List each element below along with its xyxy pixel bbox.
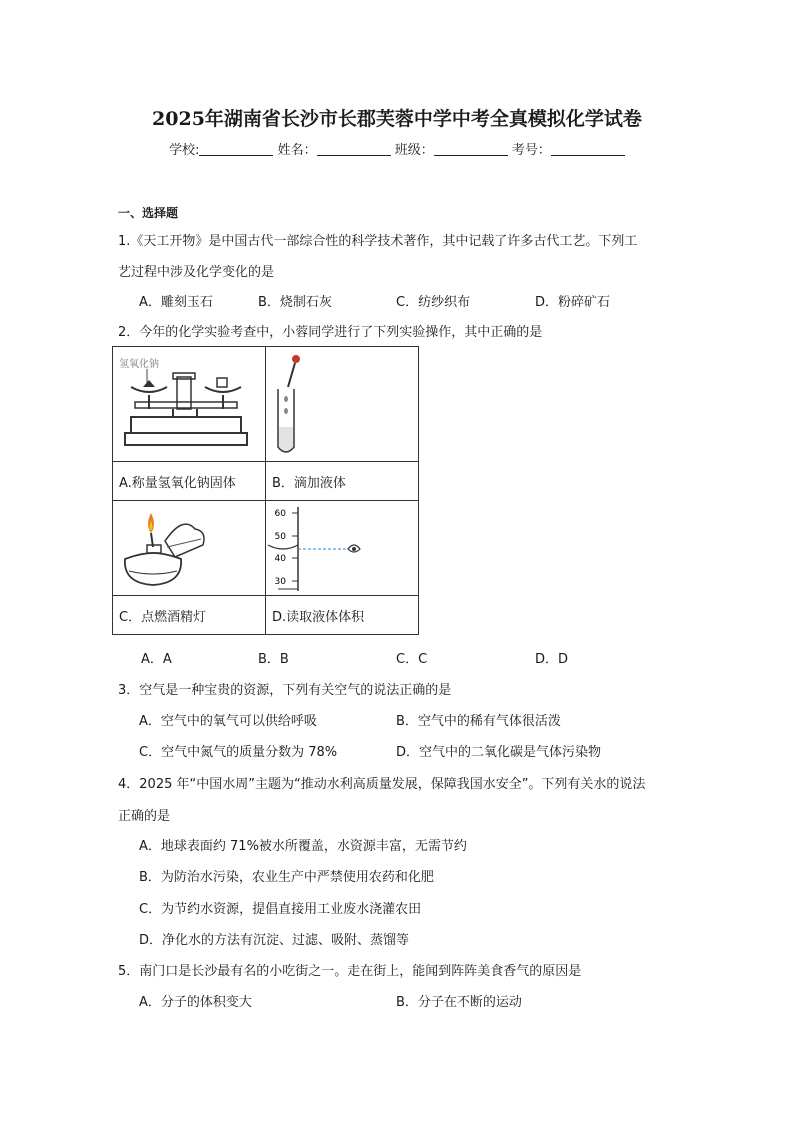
q4-option-a[interactable]: A．地球表面约 71%被水所覆盖，水资源丰富，无需节约 <box>139 839 467 854</box>
q4-option-b[interactable]: B．为防治水污染，农业生产中严禁使用农药和化肥 <box>139 870 434 885</box>
name-blank[interactable] <box>317 142 391 156</box>
q1-option-a[interactable]: A．雕刻玉石 <box>139 295 213 310</box>
cell-c-caption: C．点燃酒精灯 <box>113 596 266 635</box>
alcohol-lamp-figure <box>113 501 266 596</box>
naoh-label: 氢氧化钠 <box>119 359 159 370</box>
class-label: 班级： <box>394 143 434 158</box>
q2-option-d[interactable]: D．D <box>535 652 569 667</box>
cell-a-caption: A.称量氢氧化钠固体 <box>113 462 266 501</box>
student-info-line <box>0 139 794 158</box>
q4-option-d[interactable]: D．净化水的方法有沉淀、过滤、吸附、蒸馏等 <box>139 933 410 948</box>
q3-option-b[interactable]: B．空气中的稀有气体很活泼 <box>396 714 561 729</box>
q1-stem-line1: 1.《天工开物》是中国古代一部综合性的科学技术著作，其中记载了许多古代工艺。下列工 <box>118 234 638 249</box>
eye-icon <box>348 545 360 552</box>
section-heading: 一、选择题 <box>118 206 179 220</box>
dropper-icon <box>284 355 300 414</box>
class-blank[interactable] <box>434 142 508 156</box>
q2-stem: 2．今年的化学实验考查中，小蓉同学进行了下列实验操作，其中正确的是 <box>118 325 543 340</box>
cylinder-figure <box>266 501 419 596</box>
q5-option-a[interactable]: A．分子的体积变大 <box>139 995 252 1010</box>
page-title: 2025年湖南省长沙市长郡芙蓉中学中考全真模拟化学试卷 <box>152 108 642 130</box>
number-label: 考号： <box>511 143 551 158</box>
balance-icon <box>125 373 247 445</box>
tick-60: 60 <box>274 509 286 519</box>
q3-option-d[interactable]: D．空气中的二氧化碳是气体污染物 <box>396 745 602 760</box>
q4-stem-line2: 正确的是 <box>118 809 171 824</box>
tick-40: 40 <box>274 554 286 564</box>
q2-option-c[interactable]: C．C <box>396 652 428 667</box>
q3-stem: 3．空气是一种宝贵的资源，下列有关空气的说法正确的是 <box>118 683 452 698</box>
name-label: 姓名： <box>277 143 317 158</box>
school-blank[interactable] <box>199 142 273 156</box>
school-label: 学校: <box>169 143 200 158</box>
q3-option-c[interactable]: C．空气中氮气的质量分数为 78% <box>139 745 338 760</box>
alcohol-lamp-icon <box>125 513 204 585</box>
q2-option-a[interactable]: A．A <box>141 652 172 667</box>
tick-50: 50 <box>274 532 286 542</box>
q1-option-c[interactable]: C．纺纱织布 <box>396 295 471 310</box>
cell-b-caption: B．滴加液体 <box>266 462 419 501</box>
q4-stem-line1: 4．2025 年“中国水周”主题为“推动水利高质量发展，保障我国水安全”。下列有关水的说法 <box>118 777 646 792</box>
q1-stem-line2: 艺过程中涉及化学变化的是 <box>118 265 275 280</box>
number-blank[interactable] <box>551 142 625 156</box>
cell-d-caption: D.读取液体体积 <box>266 596 419 635</box>
tick-30: 30 <box>274 577 286 587</box>
q2-figure-table <box>112 346 419 635</box>
q3-option-a[interactable]: A．空气中的氧气可以供给呼吸 <box>139 714 317 729</box>
graduated-cylinder-icon <box>268 507 346 591</box>
balance-figure <box>113 347 266 462</box>
q1-option-d[interactable]: D．粉碎矿石 <box>535 295 611 310</box>
q4-option-c[interactable]: C．为节约水资源，提倡直接用工业废水浇灌农田 <box>139 902 422 917</box>
q1-option-b[interactable]: B．烧制石灰 <box>258 295 332 310</box>
q2-option-b[interactable]: B．B <box>258 652 289 667</box>
q5-option-b[interactable]: B．分子在不断的运动 <box>396 995 522 1010</box>
q5-stem: 5．南门口是长沙最有名的小吃街之一。走在街上，能闻到阵阵美食香气的原因是 <box>118 964 582 979</box>
dropper-figure <box>266 347 419 462</box>
